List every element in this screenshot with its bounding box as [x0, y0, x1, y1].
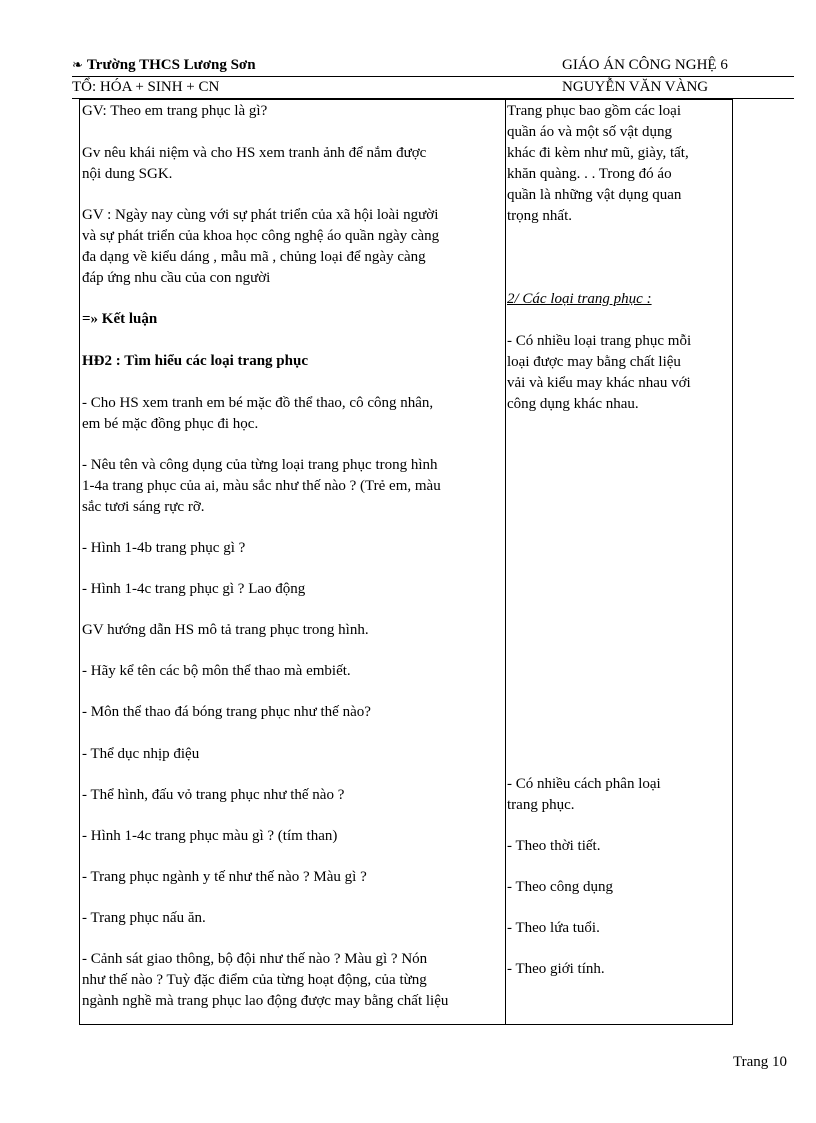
header-row-1: [72, 56, 794, 77]
text-line: - Nêu tên và công dụng của từng loại trang phục trong hình: [82, 457, 438, 473]
text-line: và sự phát triển của khoa học công nghệ áo quần ngày càng: [82, 228, 440, 244]
text-line: - Hình 1-4c trang phục màu gì ? (tím than): [82, 828, 338, 844]
text-line: sắc tươi sáng rực rỡ.: [82, 499, 205, 515]
text-line: - Hình 1-4b trang phục gì ?: [82, 540, 246, 556]
text-line: - Theo thời tiết.: [507, 838, 601, 854]
text-line: quần áo và một số vật dụng: [507, 124, 672, 140]
text-line: công dụng khác nhau.: [507, 396, 639, 412]
leaf-ornament-icon: ❧: [72, 57, 83, 72]
text-line: - Trang phục ngành y tế như thế nào ? Màu gì ?: [82, 869, 367, 885]
text-line: đa dạng về kiểu dáng , mẫu mã , chủng loại để ngày càng: [82, 249, 426, 265]
text-line: đáp ứng nhu cầu của con người: [82, 270, 271, 286]
text-line: loại được may bằng chất liệu: [507, 354, 681, 370]
text-line: GV hướng dẫn HS mô tả trang phục trong hình.: [82, 622, 369, 638]
conclusion-label: =» Kết luận: [82, 311, 158, 327]
text-line: GV: Theo em trang phục là gì?: [82, 103, 268, 119]
text-line: - Theo công dụng: [507, 879, 613, 895]
text-line: trang phục.: [507, 797, 575, 813]
text-line: - Hãy kể tên các bộ môn thể thao mà embiết.: [82, 663, 351, 679]
text-line: nội dung SGK.: [82, 166, 173, 182]
text-line: khăn quàng. . . Trong đó áo: [507, 166, 672, 182]
activity-heading: HĐ2 : Tìm hiểu các loại trang phục: [82, 353, 308, 369]
text-line: - Thể dục nhịp điệu: [82, 746, 200, 762]
lesson-table: [79, 99, 733, 1025]
text-line: ngành nghề mà trang phục lao động được may bằng chất liệu: [82, 993, 449, 1009]
text-line: - Có nhiều loại trang phục mỗi: [507, 333, 692, 349]
department-label: TỔ: HÓA + SINH + CN: [72, 79, 220, 95]
subject-title: GIÁO ÁN CÔNG NGHỆ 6: [562, 57, 728, 73]
text-line: 1-4a trang phục của ai, màu sắc như thế nào ? (Trẻ em, màu: [82, 478, 441, 494]
text-line: - Theo lứa tuổi.: [507, 920, 600, 936]
text-line: - Theo giới tính.: [507, 961, 605, 977]
school-block: [72, 57, 256, 74]
text-line: Trang phục bao gồm các loại: [507, 103, 681, 119]
school-name: Trường THCS Lương Sơn: [86, 57, 256, 73]
text-line: - Hình 1-4c trang phục gì ? Lao động: [82, 581, 306, 597]
text-line: em bé mặc đồng phục đi học.: [82, 416, 259, 432]
text-line: - Môn thể thao đá bóng trang phục như thế nào?: [82, 704, 371, 720]
page-number: Trang 10: [733, 1054, 788, 1070]
text-line: - Cảnh sát giao thông, bộ đội như thế nào ? Màu gì ? Nón: [82, 951, 428, 967]
text-line: trọng nhất.: [507, 208, 572, 224]
text-line: GV : Ngày nay cùng với sự phát triển của xã hội loài người: [82, 207, 439, 223]
header-row-2: [72, 78, 794, 99]
text-line: Gv nêu khái niệm và cho HS xem tranh ảnh để nắm được: [82, 145, 427, 161]
text-line: vải và kiểu may khác nhau với: [507, 375, 691, 391]
text-line: - Thể hình, đấu vỏ trang phục như thế nào ?: [82, 787, 345, 803]
text-line: khác đi kèm như mũ, giày, tất,: [507, 145, 689, 161]
text-line: quần là những vật dụng quan: [507, 187, 682, 203]
text-line: như thế nào ? Tuỳ đặc điểm của từng hoạt động, của từng: [82, 972, 427, 988]
text-line: - Có nhiều cách phân loại: [507, 776, 661, 792]
section-heading: 2/ Các loại trang phục :: [507, 291, 652, 307]
text-line: - Trang phục nấu ăn.: [82, 910, 206, 926]
teacher-name: NGUYỄN VĂN VÀNG: [562, 79, 709, 95]
column-divider: [505, 100, 506, 1024]
text-line: - Cho HS xem tranh em bé mặc đồ thể thao, cô công nhân,: [82, 395, 434, 411]
